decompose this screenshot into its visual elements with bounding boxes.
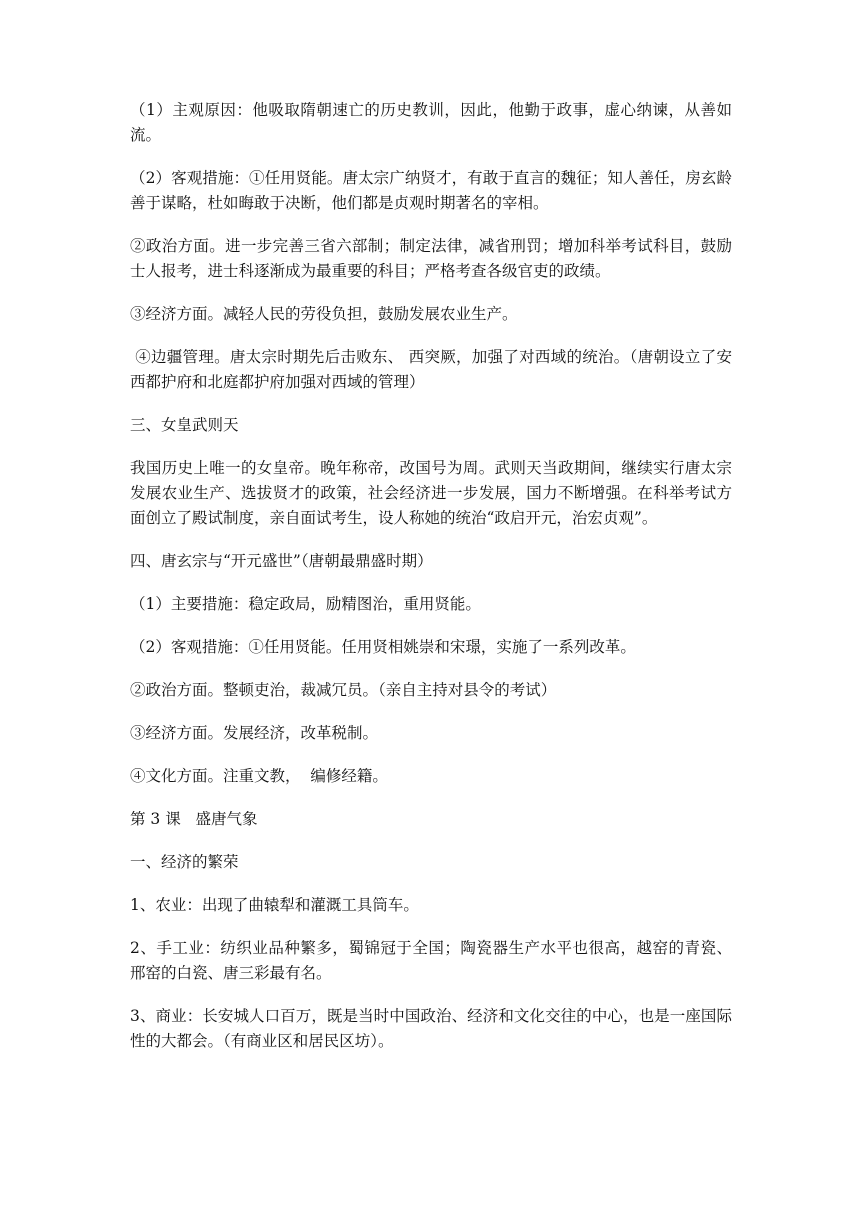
paragraph-kaiyuan-economic: ③经济方面。发展经济，改革税制。 [130, 724, 379, 742]
paragraph-wu-zetian: 我国历史上唯一的女皇帝。晚年称帝，改国号为周。武则天当政期间，继续实行唐太宗发展农业生产、选拔贤才的政策，社会经济进一步发展，国力不断增强。在科举考试方面创立了殿试制度，亲自面试考生，设人称她的统治“政启开元，治宏贞观”。 [130, 459, 732, 527]
paragraph-objective-measures: （2）客观措施：①任用贤能。唐太宗广纳贤才，有敢于直言的魏征；知人善任，房玄龄善于谋略，杜如晦敢于决断，他们都是贞观时期著名的宰相。 [130, 169, 732, 212]
paragraph-kaiyuan-cultural: ④文化方面。注重文教， 编修经籍。 [130, 767, 388, 785]
section-heading-economy: 一、经济的繁荣 [130, 853, 239, 871]
paragraph-handicraft: 2、手工业：纺织业品种繁多，蜀锦冠于全国；陶瓷器生产水平也很高，越窑的青瓷、 邢窑的白瓷、唐三彩最有名。 [130, 939, 831, 982]
paragraph-economic-aspect: ③经济方面。减轻人民的劳役负担，鼓励发展农业生产。 [130, 305, 518, 323]
paragraph-political-aspect: ②政治方面。进一步完善三省六部制；制定法律，减省刑罚；增加科举考试科目，鼓励士人报考，进士科逐渐成为最重要的科目；严格考查各级官吏的政绩。 [130, 237, 732, 280]
section-heading-wu-zetian: 三、女皇武则天 [130, 416, 239, 434]
lesson-title: 第 3 课 盛唐气象 [130, 810, 258, 828]
paragraph-agriculture: 1、农业：出现了曲辕犁和灌溉工具筒车。 [130, 896, 419, 914]
paragraph-main-measures: （1）主要措施：稳定政局，励精图治，重用贤能。 [130, 595, 481, 613]
paragraph-frontier-management: ④边疆管理。唐太宗时期先后击败东、 西突厥，加强了对西域的统治。（唐朝设立了安西都护府和北庭都护府加强对西域的管理） [130, 348, 732, 391]
document-body [130, 98, 831, 1072]
paragraph-subjective-reason: （1）主观原因：他吸取隋朝速亡的历史教训，因此，他勤于政事，虚心纳谏，从善如流。 [130, 101, 732, 144]
section-heading-kaiyuan: 四、唐玄宗与“开元盛世”（唐朝最鼎盛时期） [130, 552, 433, 570]
paragraph-commerce: 3、商业：长安城人口百万，既是当时中国政治、经济和文化交往的中心，也是一座国际性的大都会。（有商业区和居民区坊）。 [130, 1007, 732, 1050]
paragraph-kaiyuan-political: ②政治方面。整顿吏治，裁减冗员。（亲自主持对县令的考试） [130, 681, 557, 699]
paragraph-kaiyuan-objective-measures: （2）客观措施：①任用贤能。任用贤相姚崇和宋璟，实施了一系列改革。 [130, 638, 636, 656]
